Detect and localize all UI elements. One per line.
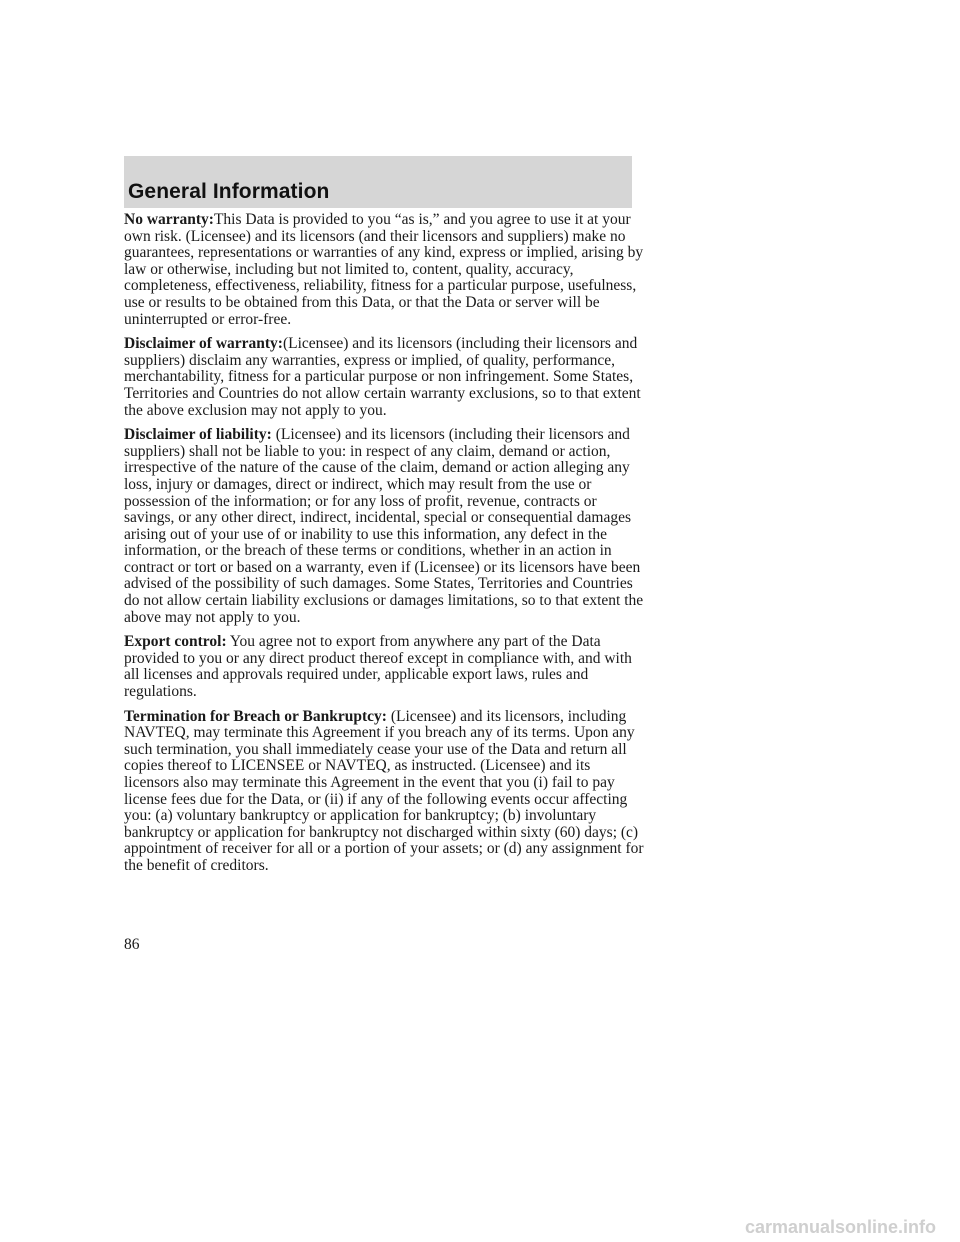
paragraph-heading: No warranty: — [124, 211, 214, 228]
page-number: 86 — [124, 936, 140, 953]
paragraph-heading: Export control: — [124, 633, 227, 651]
paragraph-heading: Disclaimer of liability: — [124, 426, 272, 444]
section-header-band — [124, 156, 632, 208]
paragraph-text: (Licensee) and its licensors (including their licensors and suppliers) disclaim any warranties, express or implied, of quality, performance, merchantability, fitness for a particular purpose or non infringement. Some States, Territories and Countries do not allow certain warranty exclusions, so to that extent the above exclusion may not apply to you. — [124, 335, 641, 419]
paragraph-disclaimer-of-liability — [124, 427, 644, 626]
paragraph-termination — [124, 709, 644, 875]
paragraph-text: (Licensee) and its licensors, including NAVTEQ, may terminate this Agreement if you breach any of its terms. Upon any such termination, you shall immediately cease your use of the Data and return all copies thereof to LICENSEE or NAVTEQ, as instructed. (Licensee) and its licensors also may terminate this Agreement in the event that you (i) fail to pay license fees due for the Data, or (ii) if any of the following events occur affecting you: (a) voluntary bankruptcy or application for bankruptcy; (b) involuntary bankruptcy or application for bankruptcy not discharged within sixty (60) days; (c) appointment of receiver for all or a portion of your assets; or (d) any assignment for the benefit of creditors. — [124, 707, 644, 874]
paragraph-text: (Licensee) and its licensors (including their licensors and suppliers) shall not be liable to you: in respect of any claim, demand or action, irrespective of the nature of the cause of the claim, demand or action alleging any loss, injury or damages, direct or indirect, which may result from the use or possession of the information; or for any loss of profit, revenue, contracts or savings, or any other direct, indirect, incidental, special or consequential damages arising out of your use of or inability to use this information, any defect in the information, or the breach of these terms or conditions, whether in an action in contract or tort or based on a warranty, even if (Licensee) or its licensors have been advised of the possibility of such damages. Some States, Territories and Countries do not allow certain liability exclusions or damages limitations, so to that extent the above may not apply to you. — [124, 426, 644, 626]
paragraph-text: This Data is provided to you “as is,” and you agree to use it at your own risk. (Licensee) and its licensors (and their licensors and suppliers) make no guarantees, representations or warranties of any kind, express or implied, arising by law or otherwise, including but not limited to, content, quality, accuracy, completeness, effectiveness, reliability, fitness for a particular purpose, usefulness, use or results to be obtained from this Data, or that the Data or server will be uninterrupted or error-free. — [124, 211, 644, 328]
paragraph-export-control — [124, 634, 644, 700]
watermark: carmanualsonline.info — [744, 1217, 936, 1237]
paragraph-text: You agree not to export from anywhere any part of the Data provided to you or any direct product thereof except in compliance with, and with all licenses and approvals required under, applicable export laws, rules and regulations. — [124, 633, 632, 701]
paragraph-heading: Disclaimer of warranty: — [124, 335, 283, 353]
paragraph-heading: Termination for Breach or Bankruptcy: — [124, 707, 387, 725]
paragraph-disclaimer-of-warranty — [124, 336, 644, 419]
section-title: General Information — [128, 180, 330, 203]
paragraph-no-warranty — [124, 212, 644, 328]
document-body — [124, 212, 644, 883]
